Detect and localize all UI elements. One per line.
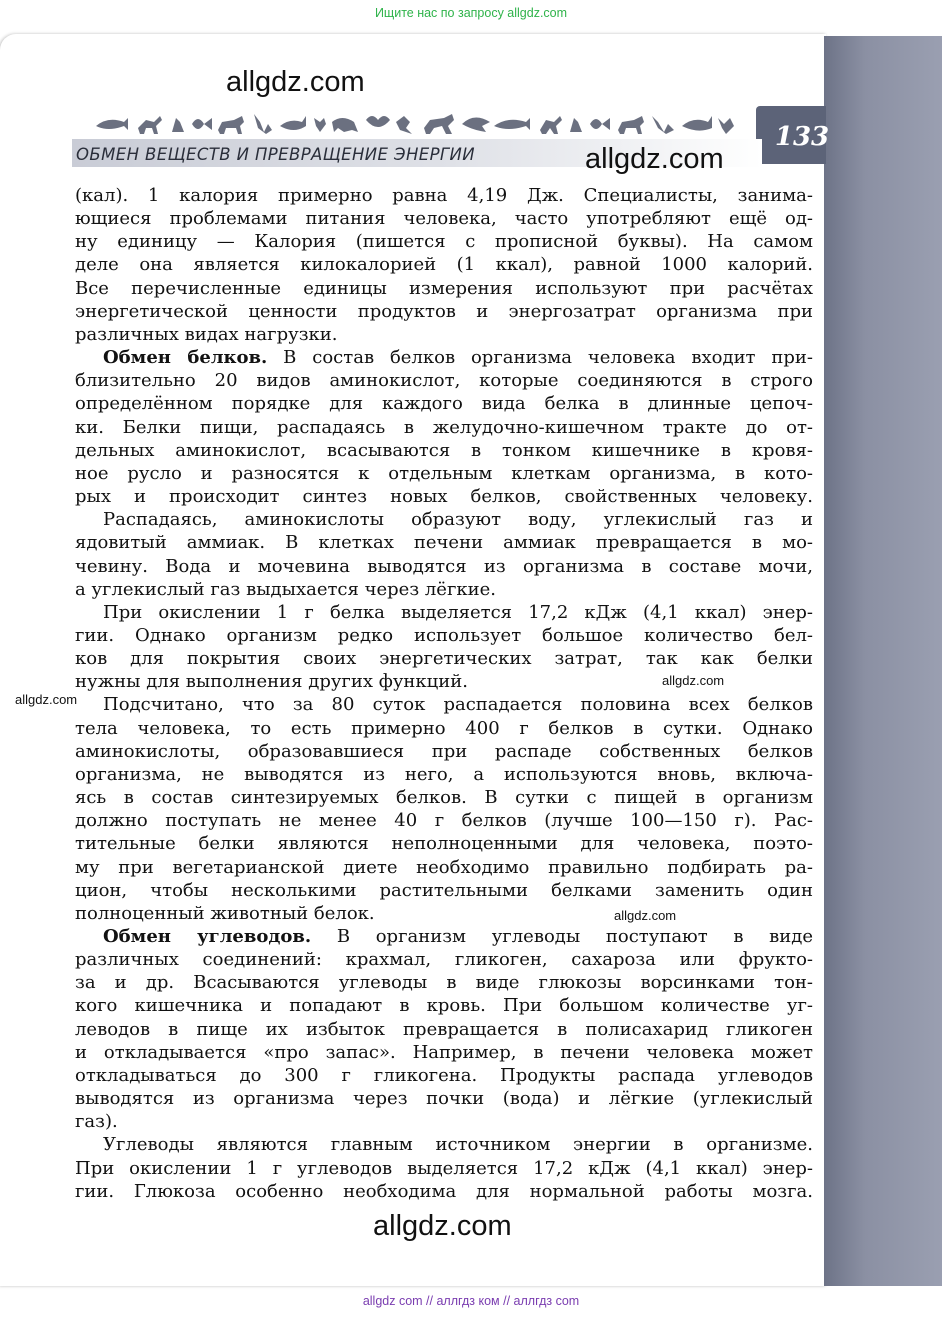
watermark-header-right: allgdz.com [585, 143, 724, 175]
chapter-title: ОБМЕН ВЕЩЕСТВ И ПРЕВРАЩЕНИЕ ЭНЕРГИИ [76, 145, 476, 164]
paragraph-4: При окислении 1 г белка выделяется 17,2 кДж (4,1 ккал) энер- гии. Однако организм редко использует большое количество бел- ков для покрытия своих энергетических затрат, так как белки [75, 601, 813, 670]
paragraph-2: Обмен белков. В состав белков организма человека входит при- близительно 20 видов аминокислот, которые соединяются в строго определённом порядке для каждого вида белка в длинные цепоч- ки. Белки пищи, распадаясь в желудочно-кишечном тракте до от- дельных аминокислот, всасываются в тонком кишечнике в кровя- ное русло и разносятся к отдельным клеткам организма, в кото- рых и происходит синтез новых белков, свойственных человеку. [75, 347, 813, 508]
heading-carbohydrate-metabolism: Обмен углеводов. [103, 926, 312, 947]
paragraph-3: Распадаясь, аминокислоты образуют воду, углекислый газ и ядовитый аммиак. В клетках печени аммиак превращается в мо- чевину. Вода и мочевина выводятся из организма в составе мочи, [75, 509, 813, 577]
watermark-mid-center: allgdz.com [614, 908, 677, 923]
paragraph-1-end: различных видах нагрузки. [75, 323, 338, 345]
watermark-header-left: allgdz.com [226, 66, 365, 98]
watermark-mid-right: allgdz.com [662, 673, 725, 688]
paragraph-6-end: газ). [75, 1111, 118, 1133]
watermark-margin-left: allgdz.com [15, 692, 78, 707]
body-text [75, 184, 813, 1203]
footer-links[interactable]: allgdz com // аллгдз ком // аллгдз com [362, 1294, 580, 1308]
paragraph-3-end: а углекислый газ выдыхается через лёгкие. [75, 578, 496, 600]
page-sidebar [824, 36, 942, 1286]
animal-silhouettes-icon [94, 108, 742, 138]
paragraph-5-end: полноценный животный белок. [75, 902, 375, 924]
paragraph-6: Обмен углеводов. В организм углеводы поступают в виде различных соединений: крахмал, гликоген, сахароза или фрукто- за и др. Всасываются углеводы в виде глюкозы ворсинками тон- кого кишечника и попадают в кровь. При большом количестве уг- леводов в пище их избыток превращается в полисахарид гликоген и откладывается «про запас». Например, в печени человека может откладываться до 300 г гликогена. Продукты распада углеводов выводятся из организма через почки (вода) и лёгкие (углекислый [75, 926, 814, 1110]
heading-protein-metabolism: Обмен белков. [103, 347, 268, 369]
paragraph-5: Подсчитано, что за 80 суток распадается половина всех белков тела человека, то есть примерно 400 г белков в сутки. Однако аминокислоты, образовавшиеся при распаде собственных белков организма, не выводятся из него, а используются вновь, включа- ясь в состав синтезируемых белков. В сутки с пищей в организм должно поступать не менее 40 г белков (лучше 100—150 г). Рас- тительные белки являются неполноценными для человека, поэто- му при вегетарианской диете необходимо правильно подбирать ра- цион, чтобы несколькими растительными белками заменить один [75, 694, 813, 901]
paragraph-7: Углеводы являются главным источником энергии в организме. При окислении 1 г углеводов выделяется 17,2 кДж (4,1 ккал) энер- гии. Глюкоза особенно необходима для нормальной работы мозга. [75, 1134, 813, 1202]
page-number: 133 [774, 122, 830, 152]
paragraph-4-end: нужны для выполнения других функций. [75, 671, 468, 693]
watermark-bottom: allgdz.com [373, 1210, 512, 1242]
top-note: Ищите нас по запросу allgdz.com [374, 6, 568, 20]
paragraph-1: (кал). 1 калория примерно равна 4,19 Дж. Специалисты, занима- ющиеся проблемами питания человека, часто употребляют ещё од- ну единицу — Калория (пишется с прописной буквы). На самом деле она является килокалорией (1 ккал), равной 1000 калорий. Все перечисленные единицы измерения используют при расчётах энергетической ценности продуктов и энергозатрат организма при [75, 185, 813, 322]
